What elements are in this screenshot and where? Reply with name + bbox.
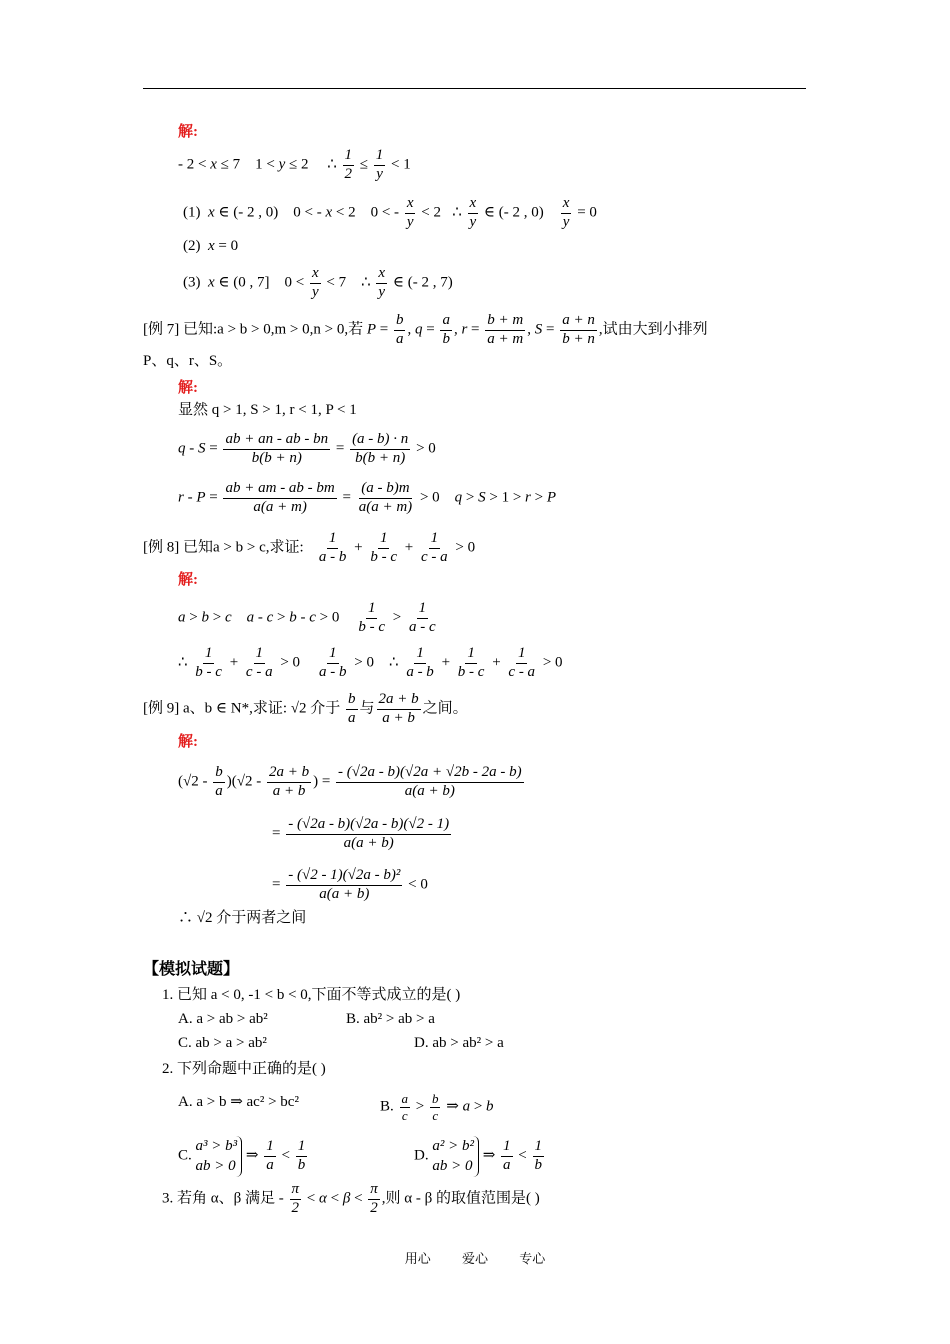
option-a: A. a > ab > ab² xyxy=(178,1011,268,1027)
solution-label: 解: xyxy=(178,124,198,140)
option-b: B. ab² > ab > a xyxy=(346,1011,435,1027)
section-heading: 【模拟试题】 xyxy=(143,961,240,978)
example-7-line2: P、q、r、S。 xyxy=(143,353,233,369)
math-line: 显然 q > 1, S > 1, r < 1, P < 1 xyxy=(178,402,357,418)
solution-label: 解: xyxy=(178,380,198,396)
math-line: q - S = $\frac{ab + an - ab - bn}{b(b + n)}$ = $\frac{(a - b) \cdot n}{b(b + n)}$ > 0 xyxy=(178,431,436,466)
math-line: r - P = $\frac{ab + am - ab - bm}{a(a + m)}$ = $\frac{(a - b)m}{a(a + m)}$ > 0 q > S > 1 > r > P xyxy=(178,480,557,515)
math-line: = $\frac{- (√2a - b)(√2a - b)(√2 - 1)}{a(a + b)}$ xyxy=(272,816,450,851)
option-a: A. a > b ⇒ ac² > bc² xyxy=(178,1094,299,1110)
math-line: = $\frac{\text{- (√2 - 1)(√2a - b)²}}{a(a + b)}$ < 0 xyxy=(272,867,428,902)
option-c: C. ab > a > ab² xyxy=(178,1035,267,1051)
math-line: (1) x ∈ (- 2 , 0) 0 < - x < 2 0 < - $\frac{x}{y}$ < 2 ∴ $\frac{x}{y}$ ∈ (- 2 , 0) $\frac{x}{y}$ = 0 xyxy=(183,195,597,230)
solution-label: 解: xyxy=(178,572,198,588)
example-8: [例 8] 已知a > b > c,求证: $\frac{1}{a - b}$ + $\frac{1}{b - c}$ + $\frac{1}{c - a}$ > 0 xyxy=(143,530,476,565)
example-9: [例 9] a、b ∈ N*,求证: √2 介于 $\frac{b}{a}$ 与 $\frac{2a + b}{a + b}$ 之间。 xyxy=(143,691,468,726)
math-line: (√2 - $\frac{b}{a}$ )(√2 - $\frac{2a + b}{a + b}$ ) = $\frac{- (√2a - b)(√2a + √2b - 2a - b)}{a(a + b)}$ xyxy=(178,764,522,799)
math-line: a > b > c a - c > b - c > 0 $\frac{1}{b - c}$ > $\frac{1}{a - c}$ xyxy=(178,600,436,635)
question-3: 3. 若角 α、β 满足 - $\frac{\pi}{2}$ < α < β < $\frac{\pi}{2}$ ,则 α - β 的取值范围是( ) xyxy=(162,1181,540,1216)
solution-label: 解: xyxy=(178,734,198,750)
math-line: (2) x = 0 xyxy=(183,238,239,254)
question-1: 1. 已知 a < 0, -1 < b < 0,下面不等式成立的是( ) xyxy=(162,987,461,1003)
option-d: D. ab > ab² > a xyxy=(414,1035,504,1051)
math-line: (3) x ∈ (0 , 7] 0 < $\frac{x}{y}$ < 7 ∴ $\frac{x}{y}$ ∈ (- 2 , 7) xyxy=(183,265,453,300)
example-7: [例 7] 已知:a > b > 0,m > 0,n > 0,若 P = $\frac{b}{a}$ , q = $\frac{a}{b}$ , r = $\frac{b + m}{a + m}$ , S = $\frac{a + n}{b + n}$ ,试由大到小排列 xyxy=(143,312,708,347)
math-line: ∴ $\frac{1}{b - c}$ + $\frac{1}{c - a}$ > 0 $\frac{1}{a - b}$ > 0 ∴ $\frac{1}{a - b}$ + $\frac{1}{b - c}$ + $\frac{1}{c - a}$ > 0 xyxy=(178,645,563,680)
option-c: C. a³ > b³ ab > 0 ⇒ $\frac{1}{a}$ < $\frac{1}{b}$ xyxy=(178,1136,309,1177)
option-b: B. $\frac{a}{c}$ > $\frac{b}{c}$ ⇒ a > b xyxy=(380,1091,494,1123)
question-2: 2. 下列命题中正确的是( ) xyxy=(162,1061,326,1077)
option-d: D. a² > b² ab > 0 ⇒ $\frac{1}{a}$ < $\frac{1}{b}$ xyxy=(414,1136,546,1177)
math-line: - 2 < x ≤ 7 1 < y ≤ 2 ∴ $\frac{1}{2}$ ≤ $\frac{1}{y}$ < 1 xyxy=(178,147,411,182)
page-footer: 用心 爱心 专心 xyxy=(404,1251,546,1266)
header-rule xyxy=(143,88,806,89)
math-line: ∴ √2 介于两者之间 xyxy=(178,910,307,926)
